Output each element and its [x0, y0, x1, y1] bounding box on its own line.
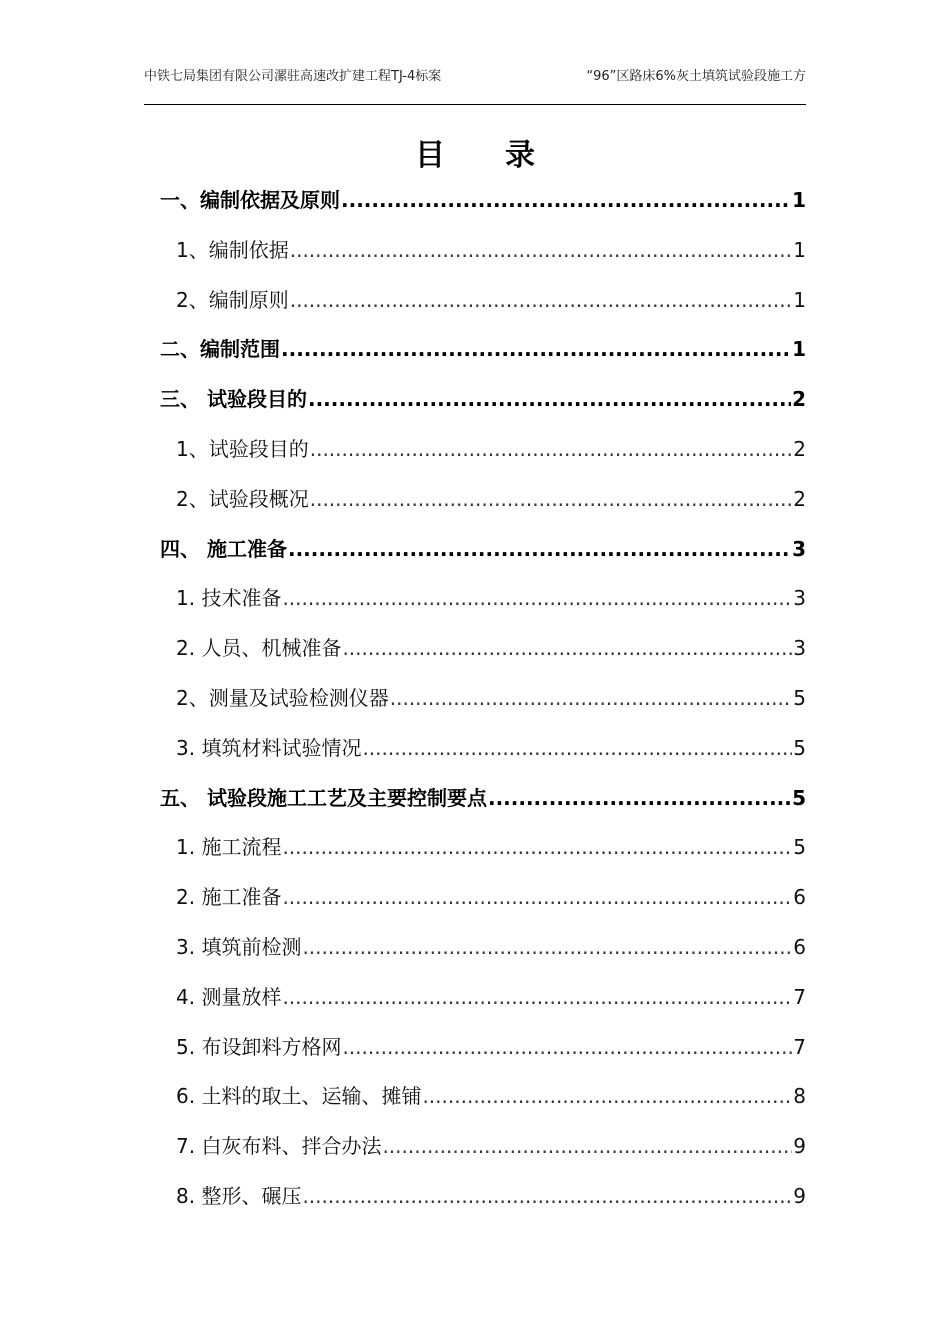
toc-entry[interactable] — [160, 233, 806, 283]
toc-entry-page: 3 — [793, 586, 806, 611]
toc-entry-label: 2、试验段概况 — [176, 486, 309, 511]
toc-entry-label: 7. 白灰布料、拌合办法 — [176, 1134, 382, 1159]
toc-entry-page: 7 — [793, 1034, 806, 1059]
toc-entry-label: 2、编制原则 — [176, 287, 289, 312]
toc-entry[interactable] — [160, 681, 806, 731]
toc-entry-page: 2 — [793, 486, 806, 511]
toc-entry-label: 2. 施工准备 — [176, 885, 282, 910]
table-of-contents — [160, 183, 806, 1229]
toc-entry-label: 5. 布设卸料方格网 — [176, 1034, 342, 1059]
toc-entry-page: 3 — [792, 536, 806, 561]
toc-entry-label: 1、编制依据 — [176, 237, 289, 262]
toc-entry-label: 1、试验段目的 — [176, 436, 309, 461]
toc-entry[interactable] — [160, 830, 806, 880]
toc-entry[interactable] — [160, 1030, 806, 1080]
toc-entry-page: 8 — [793, 1084, 806, 1109]
toc-leader-dots — [290, 283, 793, 317]
toc-entry[interactable] — [160, 283, 806, 333]
toc-entry[interactable] — [160, 980, 806, 1030]
toc-entry-page: 1 — [792, 337, 806, 362]
toc-entry[interactable] — [160, 532, 806, 582]
toc-leader-dots — [310, 432, 793, 466]
toc-entry-page: 9 — [793, 1134, 806, 1159]
toc-leader-dots — [308, 382, 791, 416]
toc-entry[interactable] — [160, 781, 806, 831]
toc-leader-dots — [282, 830, 792, 864]
toc-entry[interactable] — [160, 432, 806, 482]
toc-entry-page: 2 — [792, 387, 806, 412]
toc-leader-dots — [362, 731, 792, 765]
toc-entry[interactable] — [160, 581, 806, 631]
toc-entry-page: 9 — [793, 1183, 806, 1208]
toc-entry-label: 一、编制依据及原则 — [160, 188, 340, 212]
toc-entry[interactable] — [160, 1129, 806, 1179]
toc-entry-page: 5 — [793, 735, 806, 760]
toc-entry-label: 1. 技术准备 — [176, 586, 282, 611]
toc-entry-page: 7 — [793, 984, 806, 1009]
toc-entry-label: 4. 测量放样 — [176, 984, 282, 1009]
toc-leader-dots — [341, 183, 791, 217]
toc-entry-label: 8. 整形、碾压 — [176, 1183, 302, 1208]
toc-entry-label: 三、 试验段目的 — [160, 387, 307, 412]
toc-title: 目录 — [415, 138, 595, 173]
header-project-name: 中铁七局集团有限公司漯驻高速改扩建工程TJ-4标案 — [144, 69, 442, 84]
toc-entry-label: 3. 填筑前检测 — [176, 934, 302, 959]
toc-entry-page: 1 — [792, 188, 806, 212]
toc-entry-page: 2 — [793, 436, 806, 461]
toc-entry[interactable] — [160, 631, 806, 681]
toc-leader-dots — [282, 880, 792, 914]
toc-entry[interactable] — [160, 880, 806, 930]
toc-entry-page: 5 — [793, 685, 806, 710]
toc-entry[interactable] — [160, 382, 806, 432]
toc-leader-dots — [488, 781, 791, 815]
toc-entry-page: 5 — [792, 785, 806, 810]
toc-leader-dots — [282, 581, 792, 615]
toc-entry-label: 2. 人员、机械准备 — [176, 636, 342, 661]
toc-entry[interactable] — [160, 482, 806, 532]
toc-leader-dots — [288, 532, 791, 566]
toc-leader-dots — [342, 1030, 792, 1064]
toc-entry[interactable] — [160, 930, 806, 980]
toc-entry[interactable] — [160, 1179, 806, 1229]
toc-entry-label: 二、编制范围 — [160, 337, 280, 362]
toc-leader-dots — [390, 681, 793, 715]
toc-leader-dots — [310, 482, 793, 516]
toc-entry[interactable] — [160, 332, 806, 382]
toc-leader-dots — [281, 332, 791, 366]
toc-leader-dots — [302, 930, 792, 964]
toc-leader-dots — [382, 1129, 792, 1163]
toc-leader-dots — [282, 980, 792, 1014]
toc-entry-label: 3. 填筑材料试验情况 — [176, 735, 362, 760]
header-document-name: “96”区路床6%灰土填筑试验段施工方 — [586, 69, 806, 84]
toc-entry-label: 2、测量及试验检测仪器 — [176, 685, 389, 710]
toc-entry-label: 1. 施工流程 — [176, 835, 282, 860]
toc-entry-page: 3 — [793, 636, 806, 661]
page-header — [144, 68, 806, 105]
toc-entry-page: 6 — [793, 885, 806, 910]
toc-entry[interactable] — [160, 731, 806, 781]
toc-entry[interactable] — [160, 1079, 806, 1129]
toc-entry-page: 5 — [793, 835, 806, 860]
toc-entry-label: 6. 土料的取土、运输、摊铺 — [176, 1084, 422, 1109]
toc-entry-label: 五、 试验段施工工艺及主要控制要点 — [160, 785, 487, 810]
toc-entry-page: 6 — [793, 934, 806, 959]
toc-leader-dots — [290, 233, 793, 267]
toc-entry-page: 1 — [793, 287, 806, 312]
toc-entry-label: 四、 施工准备 — [160, 536, 287, 561]
toc-leader-dots — [302, 1179, 792, 1213]
toc-leader-dots — [342, 631, 792, 665]
toc-entry[interactable] — [160, 183, 806, 233]
toc-leader-dots — [422, 1079, 792, 1113]
toc-entry-page: 1 — [793, 237, 806, 262]
